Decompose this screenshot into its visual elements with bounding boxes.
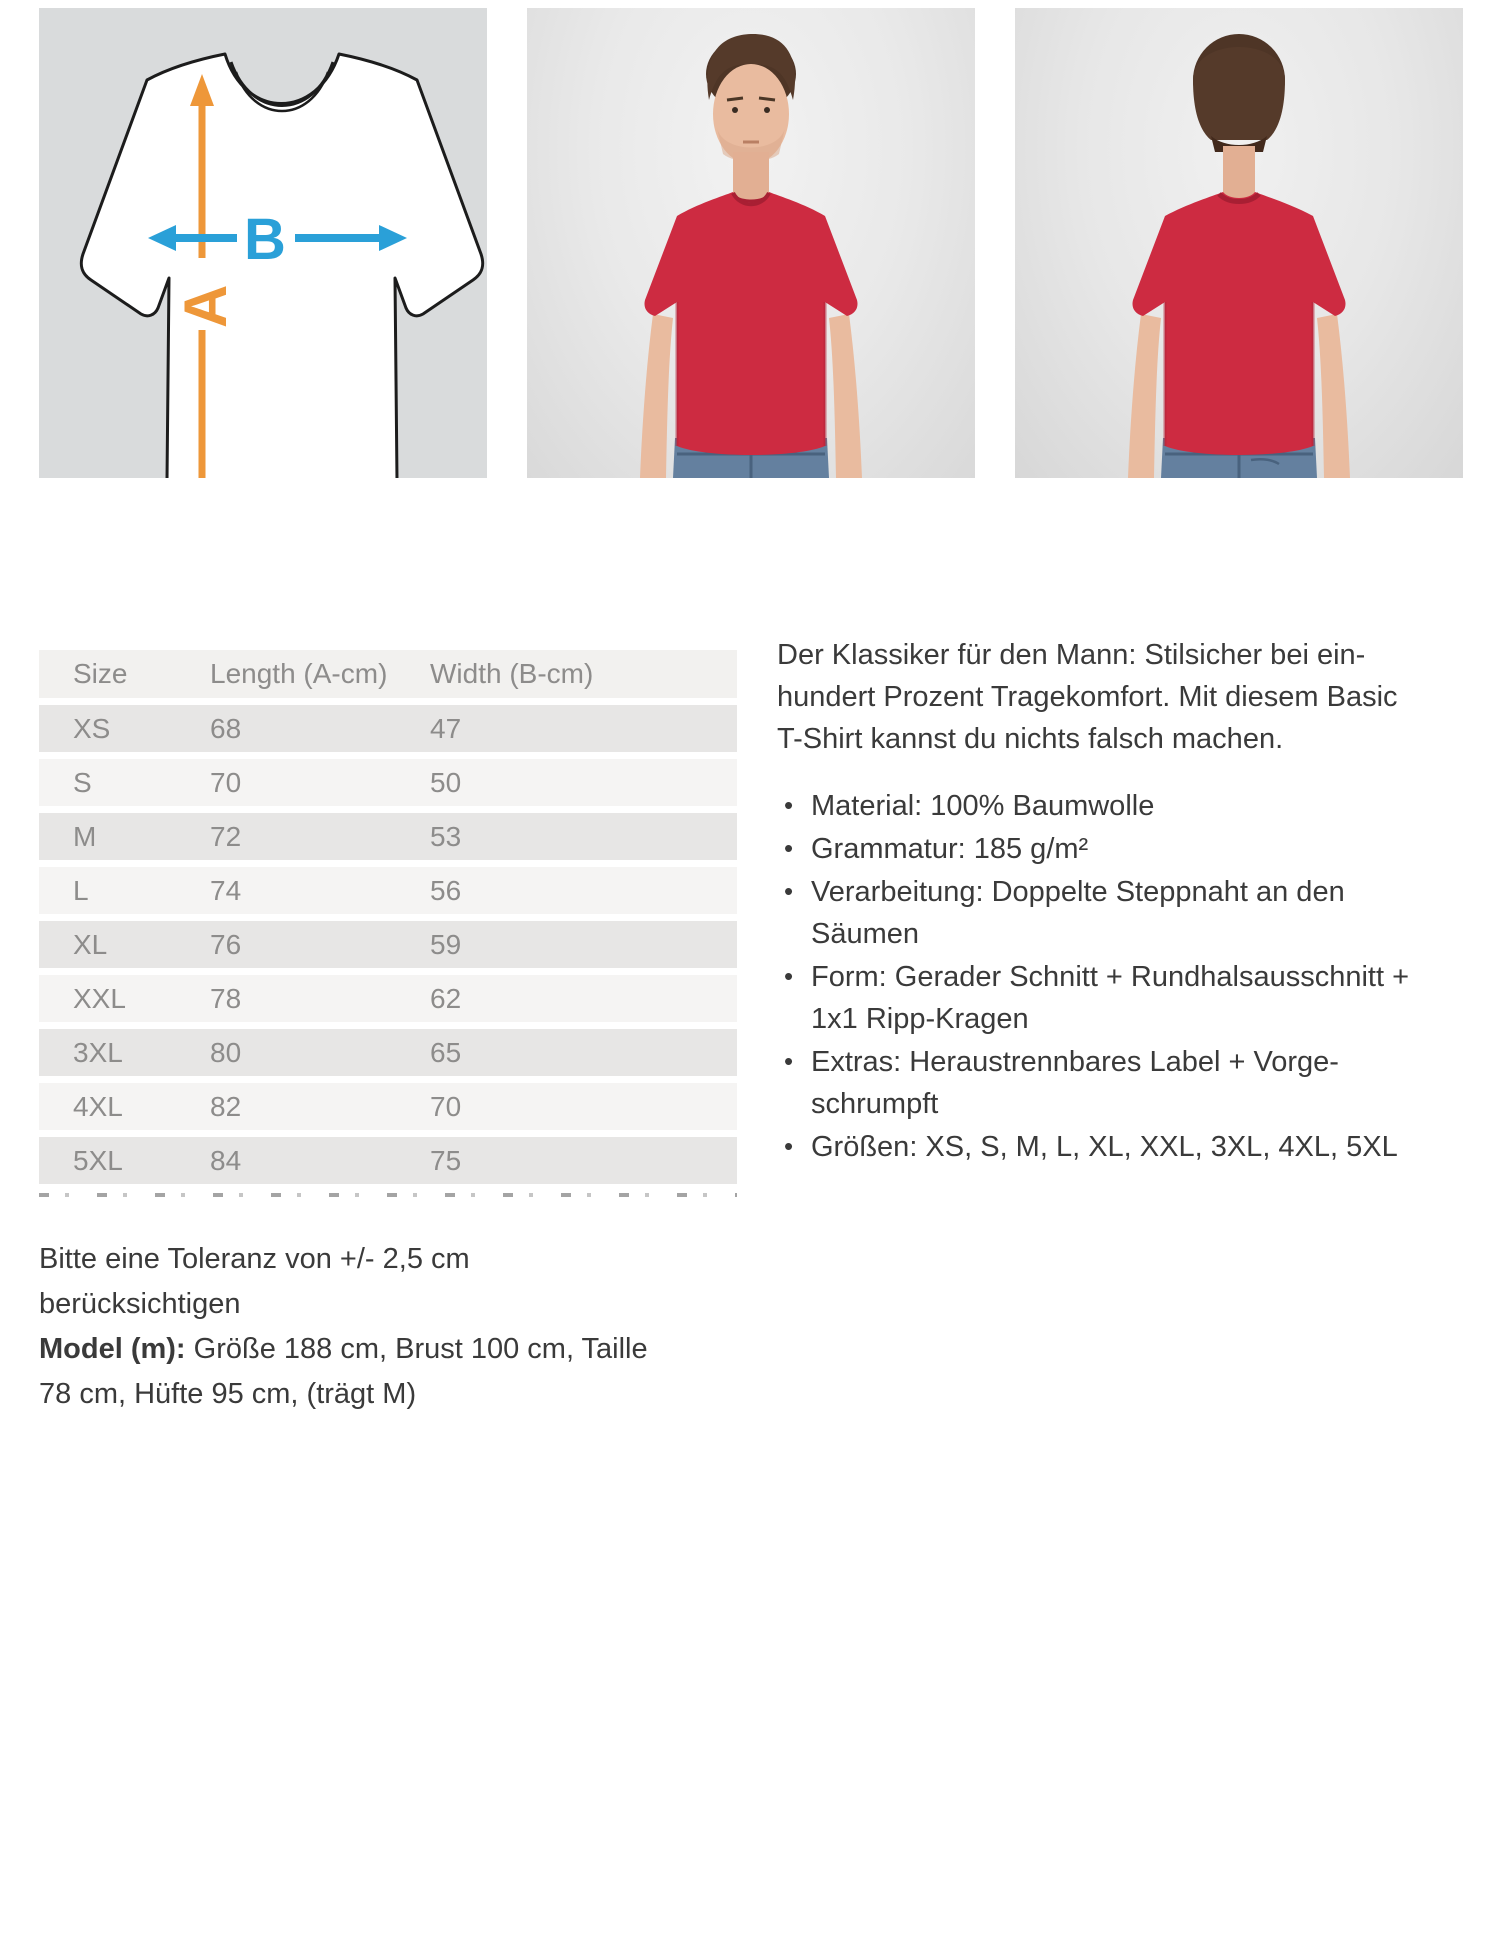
label-a: A (172, 284, 239, 328)
table-cell: 50 (430, 766, 462, 798)
table-row (39, 759, 737, 806)
table-cell: 62 (430, 982, 462, 1014)
model-front-photo (527, 8, 975, 478)
feature-bullet-list (777, 785, 1427, 1168)
feature-bullet: • Form: Gerader Schnitt + Rundhalsausschnitt + 1x1 Ripp-Kragen (777, 956, 1427, 1040)
column-header-length: Length (A-cm) (210, 658, 388, 689)
feature-bullet: • Material: 100% Baumwolle (777, 785, 1427, 827)
table-cell: M (73, 820, 97, 852)
table-row (39, 1083, 737, 1130)
tolerance-note: Bitte eine Toleranz von +/- 2,5 cm berücksichtigen (39, 1243, 470, 1320)
column-header-width: Width (B-cm) (430, 658, 594, 689)
table-cell: 70 (210, 766, 242, 798)
column-header-size: Size (73, 658, 128, 689)
model-info-label: Model (m): (39, 1333, 186, 1365)
table-cell: 74 (210, 874, 242, 906)
table-row (39, 975, 737, 1022)
table-cell: 78 (210, 982, 242, 1014)
label-b: B (244, 207, 286, 272)
table-cell: 5XL (73, 1144, 123, 1176)
feature-bullet: • Extras: Heraustrennbares Label + Vorgeschrumpft (777, 1041, 1427, 1125)
feature-bullet: • Grammatur: 185 g/m² (777, 828, 1427, 870)
table-cell: L (73, 874, 89, 906)
table-cell: 4XL (73, 1090, 123, 1122)
table-cell: 68 (210, 712, 242, 744)
size-table-body (39, 705, 737, 1184)
table-cell: 84 (210, 1144, 242, 1176)
table-cell: 47 (430, 712, 462, 744)
size-table-header (39, 650, 737, 698)
table-cell: XL (73, 928, 108, 960)
description-intro: Der Klassiker für den Mann: Stilsicher bei einhundert Prozent Tragekomfort. Mit diesem Basic T-Shirt kannst du nichts falsch machen. (777, 639, 1398, 755)
table-cell: 56 (430, 874, 462, 906)
product-description (777, 634, 1427, 1169)
table-cell: 82 (210, 1090, 242, 1122)
table-cell: 80 (210, 1036, 242, 1068)
table-cell: 76 (210, 928, 242, 960)
table-cell: 53 (430, 820, 462, 852)
clipped-table-row (39, 1191, 737, 1200)
table-row (39, 867, 737, 914)
tshirt-outline-drawing (39, 8, 487, 478)
table-cell: 65 (430, 1036, 462, 1068)
feature-bullet: • Größen: XS, S, M, L, XL, XXL, 3XL, 4XL, 5XL (777, 1126, 1427, 1168)
table-cell: 75 (430, 1144, 462, 1176)
size-table (39, 650, 737, 1200)
model-info-text: Größe 188 cm, Brust 100 cm, Taille 78 cm, Hüfte 95 cm, (trägt M) (39, 1333, 648, 1410)
table-cell: XXL (73, 982, 126, 1014)
table-cell: 72 (210, 820, 242, 852)
table-cell: XS (73, 712, 111, 744)
size-diagram-image (39, 8, 487, 478)
table-row (39, 1137, 737, 1184)
table-cell: 59 (430, 928, 462, 960)
table-row (39, 705, 737, 752)
measurement-notes (39, 1237, 654, 1417)
table-cell: 70 (430, 1090, 462, 1122)
table-cell: S (73, 766, 92, 798)
table-cell: 3XL (73, 1036, 123, 1068)
model-back-photo (1015, 8, 1463, 478)
feature-bullet: • Verarbeitung: Doppelte Steppnaht an den Säumen (777, 871, 1427, 955)
table-row (39, 921, 737, 968)
table-row (39, 1029, 737, 1076)
table-row (39, 813, 737, 860)
